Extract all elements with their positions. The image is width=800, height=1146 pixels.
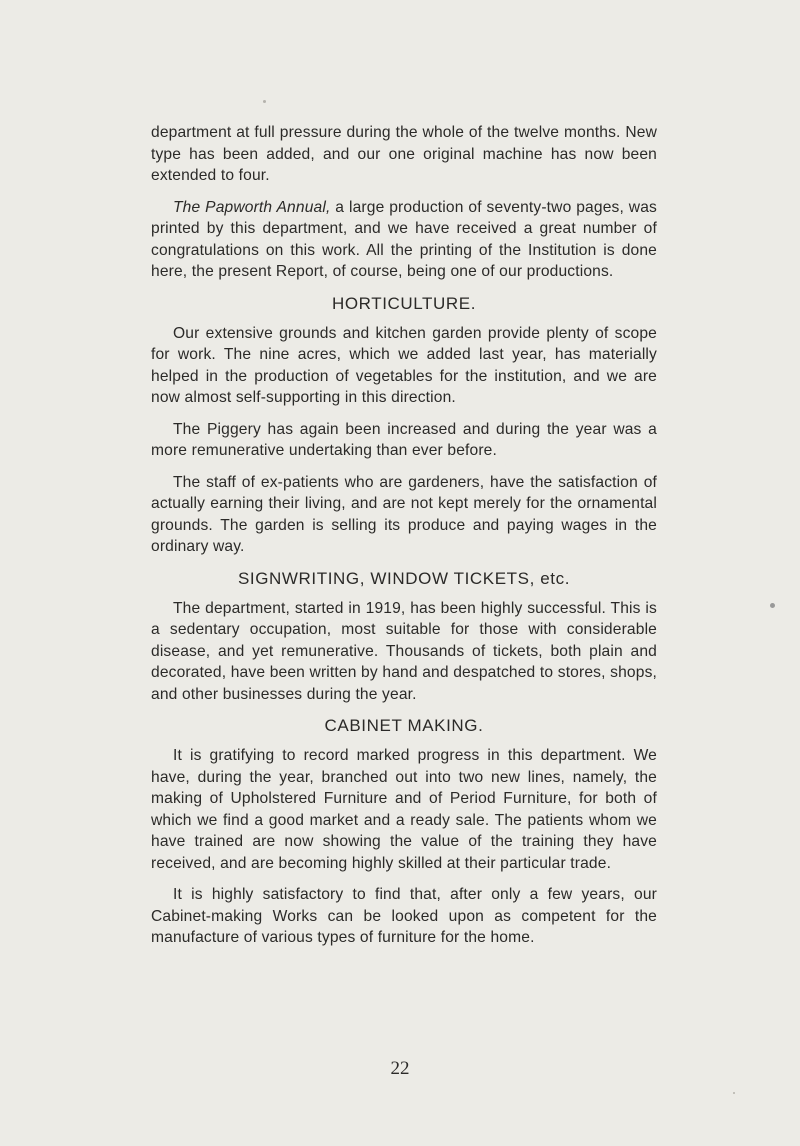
page-number: 22 <box>390 1058 410 1079</box>
paragraph-papworth-annual <box>151 197 657 283</box>
publication-title: The Papworth Annual, <box>173 198 331 216</box>
paper-speck <box>733 1092 735 1094</box>
paragraph-cabinet-progress: It is gratifying to record marked progress in this department. We have, during the year, branched out into two new lines, namely, the making of Upholstered Furniture and of Period Furniture, for both of which we find a good market and a ready sale. The patients whom we have trained are now showing the value of the training they have received, and are becoming highly skilled at their particular trade. <box>151 747 657 872</box>
paragraph-gardeners: The staff of ex-patients who are gardeners, have the satisfaction of actually earning their living, and are not kept merely for the ornamental grounds. The garden is selling its produce and paying wages in the ordinary way. <box>151 473 657 555</box>
paragraph-signwriting: The department, started in 1919, has been highly successful. This is a sedentary occupation, most suitable for those with considerable disease, and yet remunerative. Thousands of tickets, both plain and decorated, have been written by hand and despatched to stores, shops, and other businesses during the year. <box>151 599 657 703</box>
paragraph-printing-continued: department at full pressure during the whole of the twelve months. New type has been added, and our one original machine has now been extended to four. <box>151 124 657 184</box>
paper-speck <box>770 603 775 608</box>
paragraph-piggery: The Piggery has again been increased and during the year was a more remunerative undertaking than ever before. <box>151 420 657 459</box>
heading-cabinet-making: CABINET MAKING. <box>324 716 484 735</box>
body-text <box>151 122 657 949</box>
paper-speck <box>263 100 266 103</box>
heading-horticulture: HORTICULTURE. <box>331 293 477 313</box>
paragraph-grounds: Our extensive grounds and kitchen garden provide plenty of scope for work. The nine acres, which we added last year, has materially helped in the production of vegetables for the institution, and we are now almost self-supporting in this direction. <box>151 324 657 406</box>
paragraph-cabinet-works: It is highly satisfactory to find that, after only a few years, our Cabinet-making Works can be looked upon as competent for the manufacture of various types of furniture for the home. <box>151 886 657 946</box>
paragraph-papworth-annual-text: a large production of seventy-two pages, was printed by this department, and we have received a great number of congratulations on this work. All the printing of the Institution is done here, the present Report, of course, being one of our productions. <box>151 198 657 280</box>
heading-signwriting: SIGNWRITING, WINDOW TICKETS, etc. <box>237 568 571 588</box>
